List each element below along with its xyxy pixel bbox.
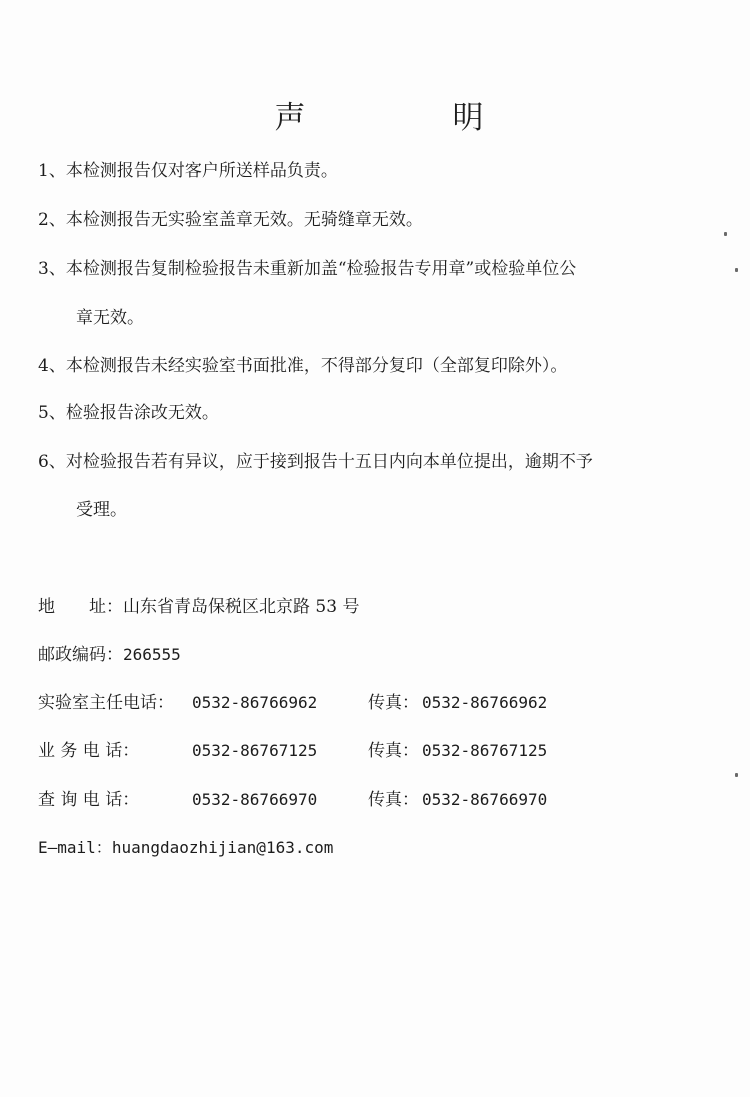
clause-text: 对检验报告若有异议，应于接到报告十五日内向本单位提出，逾期不予 — [65, 452, 593, 472]
clause-text: 本检测报告仅对客户所送样品负责。 — [65, 161, 338, 181]
clause-4 — [38, 355, 567, 377]
email-line — [38, 837, 333, 859]
clause-text: 检验报告涂改无效。 — [65, 403, 219, 423]
clause-5 — [38, 402, 219, 424]
postcode-label: 邮政编码： — [38, 645, 123, 665]
business-phone-label: 业 务 电 话： — [38, 741, 140, 761]
address-value: 山东省青岛保税区北京路 53 号 — [123, 597, 360, 617]
clause-number: 3、 — [38, 259, 66, 279]
email-label: E—mail： — [38, 838, 112, 857]
inquiry-phone-label: 查 询 电 话： — [38, 790, 140, 810]
email-value: huangdaozhijian@163.com — [111, 838, 334, 857]
business-fax-label: 传真： — [368, 741, 419, 761]
inquiry-fax-label: 传真： — [368, 790, 419, 810]
lab-phone-label: 实验室主任电话： — [38, 693, 174, 713]
clause-6 — [38, 451, 593, 473]
clause-3 — [38, 258, 576, 280]
inquiry-fax-value: 0532-86766970 — [422, 790, 548, 809]
postcode-value: 266555 — [123, 645, 181, 664]
postcode-line — [38, 644, 181, 666]
inquiry-phone-value: 0532-86766970 — [192, 790, 318, 809]
clause-number: 2、 — [38, 210, 66, 230]
lab-fax-label: 传真： — [368, 693, 419, 713]
clause-number: 4、 — [38, 356, 66, 376]
clause-number: 1、 — [38, 161, 66, 181]
address-line — [38, 596, 359, 618]
scan-speck — [735, 268, 738, 272]
clause-text: 本检测报告复制检验报告未重新加盖“检验报告专用章”或检验单位公 — [65, 259, 577, 279]
clause-6-continuation: 受理。 — [76, 500, 127, 520]
clause-1 — [38, 160, 338, 182]
page-title: 声 明 — [274, 100, 542, 136]
lab-phone-value: 0532-86766962 — [192, 693, 318, 712]
lab-fax-value: 0532-86766962 — [422, 693, 548, 712]
clause-number: 5、 — [38, 403, 66, 423]
business-fax-value: 0532-86767125 — [422, 741, 548, 760]
scan-speck — [735, 773, 738, 777]
business-phone-value: 0532-86767125 — [192, 741, 318, 760]
clause-3-continuation: 章无效。 — [76, 308, 144, 328]
clause-text: 本检测报告未经实验室书面批准，不得部分复印（全部复印除外）。 — [65, 356, 568, 376]
address-label: 地 址： — [38, 597, 123, 617]
scan-speck — [724, 232, 727, 236]
clause-2 — [38, 209, 423, 231]
clause-number: 6、 — [38, 452, 66, 472]
clause-text: 本检测报告无实验室盖章无效。无骑缝章无效。 — [65, 210, 423, 230]
